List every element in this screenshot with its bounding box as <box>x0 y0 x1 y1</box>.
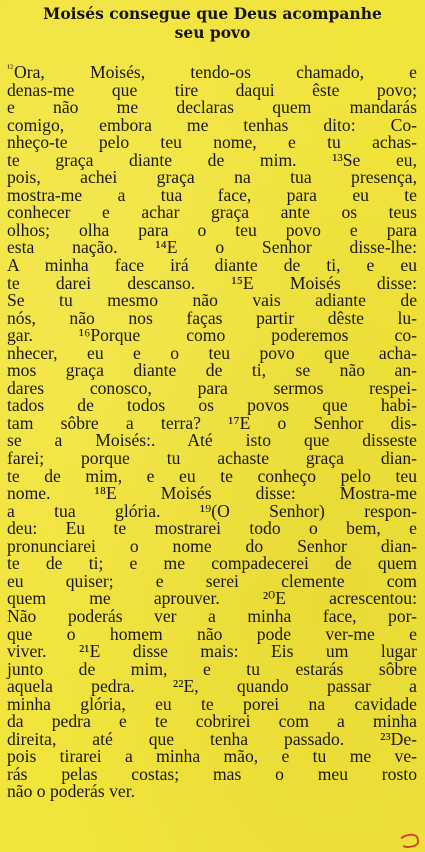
text-line: e não me declaras quem mandarás <box>7 97 417 118</box>
text-line: gar. ¹⁶Porque como poderemos co- <box>7 325 417 346</box>
text-line: nós, não nos faças partir dêste lu- <box>7 307 417 328</box>
text-line: te de ti; e me compadecerei de quem <box>7 553 417 574</box>
text-line: te de mim, e eu te conheço pelo teu <box>7 465 417 486</box>
text-line: pois tirarei a minha mão, e tu me ve- <box>7 746 417 767</box>
text-line: da pedra e te cobrirei com a minha <box>7 711 417 732</box>
text-line: esta nação. ¹⁴E o Senhor disse-lhe: <box>7 237 417 258</box>
text-line: mostra-me a tua face, para eu te <box>7 184 417 205</box>
text-line: nheço-te pelo teu nome, e tu achas- <box>7 132 417 153</box>
text-line: junto de mim, e tu estarás sôbre <box>7 658 417 679</box>
text-line: não o poderás ver. <box>7 781 136 802</box>
text-line: te graça diante de mim. ¹³Se eu, <box>7 149 417 170</box>
text-line: se a Moisés:. Até isto que disseste <box>7 430 417 451</box>
text-line: mos graça diante de ti, se não an- <box>7 360 417 381</box>
text-line: direita, até que tenha passado. ²³De- <box>7 728 417 749</box>
text-line: que o homem não pode ver-me e <box>7 623 417 644</box>
text-line: farei; porque tu achaste graça dian- <box>7 448 417 469</box>
text-line: comigo, embora me tenhas dito: Co- <box>7 114 417 135</box>
text-line: tados de todos os povos que habi- <box>7 395 417 416</box>
text-line: Se tu mesmo não vais adiante de <box>7 290 417 311</box>
heading-line-1: Moisés consegue que Deus acompanhe <box>43 4 382 23</box>
text-line: pronunciarei o nome do Senhor dian- <box>7 535 417 556</box>
heading-line-2: seu povo <box>174 23 251 42</box>
text-line: nome. ¹⁸E Moisés disse: Mostra-me <box>7 483 417 504</box>
scripture-text <box>7 64 417 801</box>
text-line: eu quiser; e serei clemente com <box>7 570 417 591</box>
text-line: denas-me que tire daqui êste povo; <box>7 79 417 100</box>
text-line: pois, achei graça na tua presença, <box>7 167 417 188</box>
section-heading <box>10 4 415 42</box>
text-line: $^{^{12}}$Ora, Moisés, tendo-os chamado, e <box>7 62 417 82</box>
text-line: a tua glória. ¹⁹(O Senhor) respon- <box>7 500 417 521</box>
text-line: A minha face irá diante de ti, e eu <box>7 255 417 276</box>
text-line: dares conosco, para sermos respei- <box>7 377 417 398</box>
text-line: deu: Eu te mostrarei todo o bem, e <box>7 518 417 539</box>
text-line: te darei descanso. ¹⁵E Moisés disse: <box>7 272 417 293</box>
text-line: minha glória, eu te porei na cavidade <box>7 693 417 714</box>
text-line: conhecer e achar graça ante os teus <box>7 202 417 223</box>
text-line: aquela pedra. ²²E, quando passar a <box>7 676 417 697</box>
text-line: nhecer, eu e o teu povo que acha- <box>7 342 417 363</box>
verse-number: ¹² <box>7 63 13 75</box>
text-line: olhos; olha para o teu povo e para <box>7 219 417 240</box>
pen-mark-icon <box>398 832 420 850</box>
text-line: rás pelas costas; mas o meu rosto <box>7 763 417 784</box>
text-line: quem me aprouver. ²⁰E acrescentou: <box>7 588 417 609</box>
text-line: tam sôbre a terra? ¹⁷E o Senhor dis- <box>7 412 417 433</box>
text-line: Não poderás ver a minha face, por- <box>7 605 417 626</box>
text-line: viver. ²¹E disse mais: Eis um lugar <box>7 641 417 662</box>
